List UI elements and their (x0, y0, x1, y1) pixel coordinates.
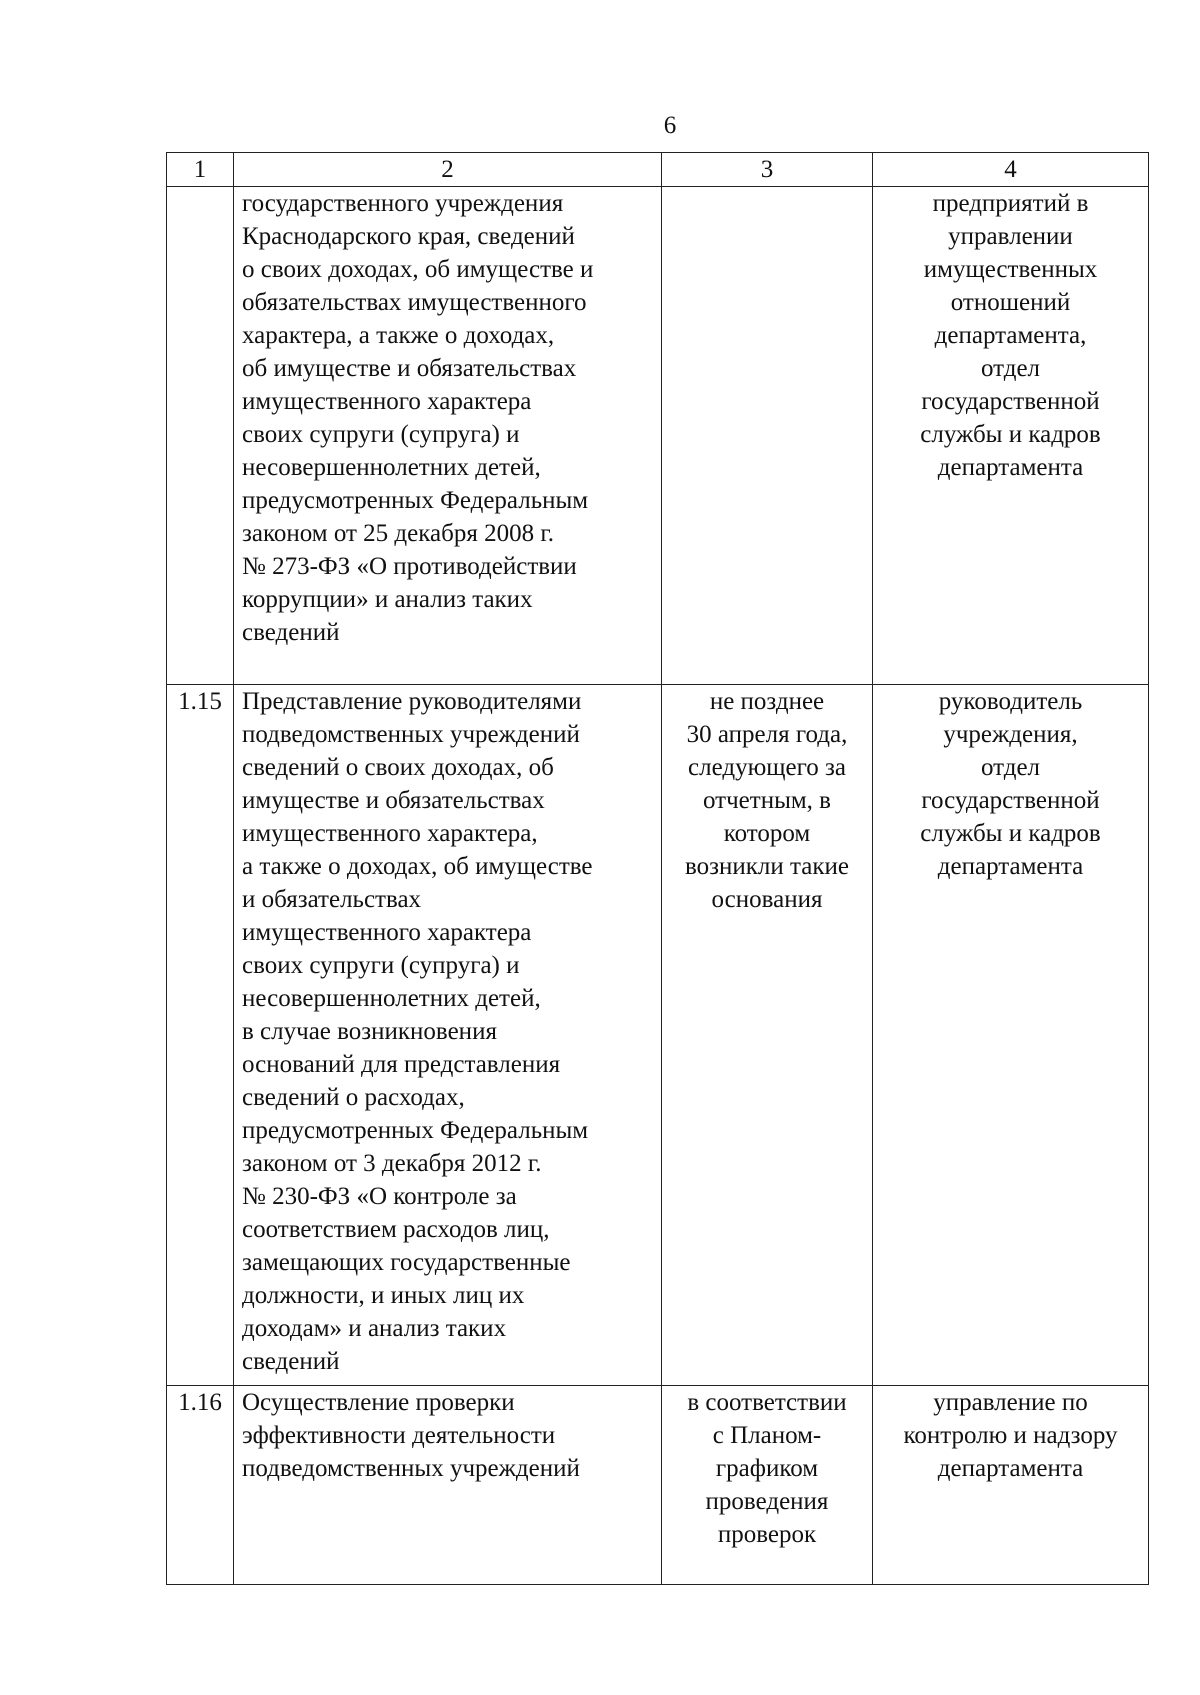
text-line: руководитель (938, 688, 1083, 715)
table-header-row (167, 153, 1149, 187)
table-row (167, 187, 1149, 685)
text-line: доходам» и анализ таких (242, 1315, 507, 1342)
text-line: своих супруги (супруга) и (242, 952, 520, 979)
item-number: 1.15 (167, 685, 234, 1386)
text-line: не позднее (709, 688, 825, 715)
text-line: с Планом- (712, 1422, 822, 1449)
text-line: отдел (980, 355, 1041, 382)
text-line: Осуществление проверки (242, 1389, 515, 1416)
item-deadline (662, 1386, 873, 1585)
text-line: службы и кадров (920, 421, 1101, 448)
text-line: учреждения, (943, 721, 1078, 748)
text-line: оснований для представления (242, 1051, 561, 1078)
text-line: отчетным, в (703, 787, 831, 814)
item-responsible (873, 685, 1149, 1386)
header-cell-1: 1 (167, 153, 234, 187)
item-description (234, 187, 662, 685)
header-cell-3: 3 (662, 153, 873, 187)
item-responsible (873, 187, 1149, 685)
text-line: имущественных (923, 256, 1098, 283)
text-line: замещающих государственные (242, 1249, 571, 1276)
text-line: и обязательствах (242, 886, 422, 913)
text-line: возникли такие (685, 853, 849, 880)
text-line: управление по (933, 1389, 1088, 1416)
text-line: сведений (242, 619, 340, 646)
text-line: Краснодарского края, сведений (242, 223, 575, 250)
text-line: а также о доходах, об имуществе (242, 853, 593, 880)
text-line: законом от 25 декабря 2008 г. (242, 520, 554, 547)
text-line: в случае возникновения (242, 1018, 497, 1045)
text-line: службы и кадров (920, 820, 1101, 847)
text-line: сведений о расходах, (242, 1084, 465, 1111)
table-row (167, 685, 1149, 1386)
page-number: 6 (663, 112, 677, 139)
text-line: проведения (705, 1488, 829, 1515)
item-number: 1.16 (167, 1386, 234, 1585)
text-line: имущественного характера (242, 919, 532, 946)
text-line: графиком (715, 1455, 819, 1482)
text-line: предприятий в (932, 190, 1089, 217)
text-line: характера, а также о доходах, (242, 322, 555, 349)
text-line: департамента, (934, 322, 1087, 349)
text-line: Представление руководителями (242, 688, 582, 715)
item-deadline (662, 685, 873, 1386)
item-deadline (662, 187, 873, 685)
text-line: в соответствии (687, 1389, 847, 1416)
text-line: имущественного характера (242, 388, 532, 415)
item-description (234, 685, 662, 1386)
text-line: подведомственных учреждений (242, 721, 580, 748)
text-line: эффективности деятельности (242, 1422, 556, 1449)
item-number (167, 187, 234, 685)
text-line: об имуществе и обязательствах (242, 355, 577, 382)
text-line: котором (723, 820, 811, 847)
text-line: государственной (921, 388, 1100, 415)
table-row (167, 1386, 1149, 1585)
text-line: № 273-ФЗ «О противодействии (242, 553, 577, 580)
text-line: основания (711, 886, 823, 913)
document-table (166, 152, 1149, 1585)
text-line: имуществе и обязательствах (242, 787, 545, 814)
header-cell-2: 2 (234, 153, 662, 187)
text-line: соответствием расходов лиц, (242, 1216, 550, 1243)
text-line: коррупции» и анализ таких (242, 586, 533, 613)
text-line: предусмотренных Федеральным (242, 487, 589, 514)
item-description (234, 1386, 662, 1585)
text-line: контролю и надзору (903, 1422, 1118, 1449)
text-line: предусмотренных Федеральным (242, 1117, 589, 1144)
text-line: несовершеннолетних детей, (242, 454, 541, 481)
text-line: должности, и иных лиц их (242, 1282, 525, 1309)
text-line: управлении (948, 223, 1073, 250)
text-line: несовершеннолетних детей, (242, 985, 541, 1012)
text-line: сведений о своих доходах, об (242, 754, 554, 781)
text-line: своих супруги (супруга) и (242, 421, 520, 448)
text-line: обязательствах имущественного (242, 289, 587, 316)
text-line: государственной (921, 787, 1100, 814)
text-line: следующего за (688, 754, 846, 781)
text-line: № 230-ФЗ «О контроле за (242, 1183, 517, 1210)
text-line: о своих доходах, об имуществе и (242, 256, 594, 283)
header-cell-4: 4 (873, 153, 1149, 187)
text-line: отдел (980, 754, 1041, 781)
text-line: подведомственных учреждений (242, 1455, 580, 1482)
text-line: сведений (242, 1348, 340, 1375)
text-line: 30 апреля года, (686, 721, 848, 748)
text-line: департамента (937, 853, 1084, 880)
item-responsible (873, 1386, 1149, 1585)
text-line: департамента (937, 1455, 1084, 1482)
text-line: законом от 3 декабря 2012 г. (242, 1150, 542, 1177)
text-line: отношений (950, 289, 1071, 316)
text-line: государственного учреждения (242, 190, 564, 217)
text-line: департамента (937, 454, 1084, 481)
text-line: проверок (717, 1521, 817, 1548)
text-line: имущественного характера, (242, 820, 538, 847)
